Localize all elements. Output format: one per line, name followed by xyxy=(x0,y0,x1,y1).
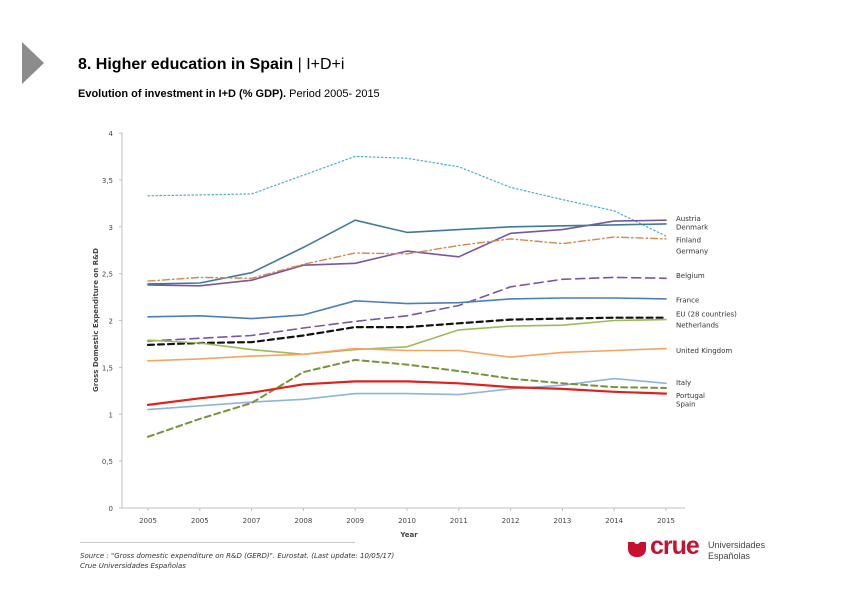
crue-logo-icon xyxy=(628,542,646,557)
series-line-austria xyxy=(148,220,666,286)
y-tick-label: 4 xyxy=(108,130,113,138)
subtitle-rest: Period 2005- 2015 xyxy=(286,88,380,100)
series-line-portugal xyxy=(148,360,666,437)
series-end-label: Finland xyxy=(676,236,702,245)
series-end-label: Italy xyxy=(676,378,692,387)
y-tick-label: 0 xyxy=(108,505,113,513)
y-tick-label: 3 xyxy=(108,223,113,232)
y-tick-label: 1 xyxy=(108,411,113,420)
series-end-label: Austria xyxy=(676,214,701,223)
x-tick-label: 2007 xyxy=(242,517,261,525)
x-tick-label: 2010 xyxy=(398,517,416,525)
series-end-label: Spain xyxy=(676,400,696,409)
x-tick-label: 2008 xyxy=(294,517,313,525)
y-axis-title: Gross Domestic Expenditure on R&D xyxy=(92,248,100,392)
series-end-label: Belgium xyxy=(676,272,705,280)
series-line-germany xyxy=(148,237,666,281)
x-tick-label: 2012 xyxy=(501,517,520,525)
series-end-label: Portugal xyxy=(676,392,705,400)
logo-line-1: Universidades xyxy=(708,540,766,550)
series-line-finland xyxy=(148,156,666,236)
series-end-label: France xyxy=(676,296,700,305)
source-divider xyxy=(80,542,355,543)
y-tick-label: 2 xyxy=(108,317,113,326)
series-line-united-kingdom xyxy=(148,349,666,361)
series-end-label: Denmark xyxy=(676,223,709,232)
crue-logo-word: crue xyxy=(650,532,699,560)
series-end-label: Germany xyxy=(676,247,709,256)
series-line-denmark xyxy=(148,220,666,284)
series-end-label: Netherlands xyxy=(676,321,719,330)
x-tick-label: 2005 xyxy=(139,517,157,525)
logo-line-2: Españolas xyxy=(708,551,751,561)
series-end-label: United Kingdom xyxy=(676,347,733,355)
subtitle-bold: Evolution of investment in I+D (% GDP). xyxy=(78,88,287,100)
x-tick-label: 2011 xyxy=(449,517,468,525)
y-tick-label: 1,5 xyxy=(101,364,113,373)
series-line-italy xyxy=(148,379,666,410)
crue-logo-text xyxy=(708,540,765,562)
source-line-2: Crue Universidades Españolas xyxy=(80,562,186,570)
title-suffix: | I+D+i xyxy=(293,56,345,73)
x-tick-label: 2009 xyxy=(346,517,365,525)
series-line-eu-28-countries xyxy=(148,318,666,345)
x-tick-label: 2014 xyxy=(605,517,624,525)
y-tick-label: 0,5 xyxy=(101,458,113,467)
source-note xyxy=(80,551,394,571)
series-end-label: EU (28 countries) xyxy=(676,310,737,319)
x-axis-title: Year xyxy=(400,531,418,539)
y-tick-label: 3,5 xyxy=(101,176,113,185)
x-tick-label: 2005 xyxy=(190,517,209,525)
source-line-1: Source : "Gross domestic expenditure on R&D (GERD)". Eurostat. (Last update: 10/05/17) xyxy=(80,552,395,560)
title-main: 8. Higher education in Spain xyxy=(78,56,294,73)
x-tick-label: 2015 xyxy=(657,517,675,525)
series-line-belgium xyxy=(148,277,666,341)
x-tick-label: 2013 xyxy=(553,517,572,525)
y-tick-label: 2,5 xyxy=(101,270,113,279)
